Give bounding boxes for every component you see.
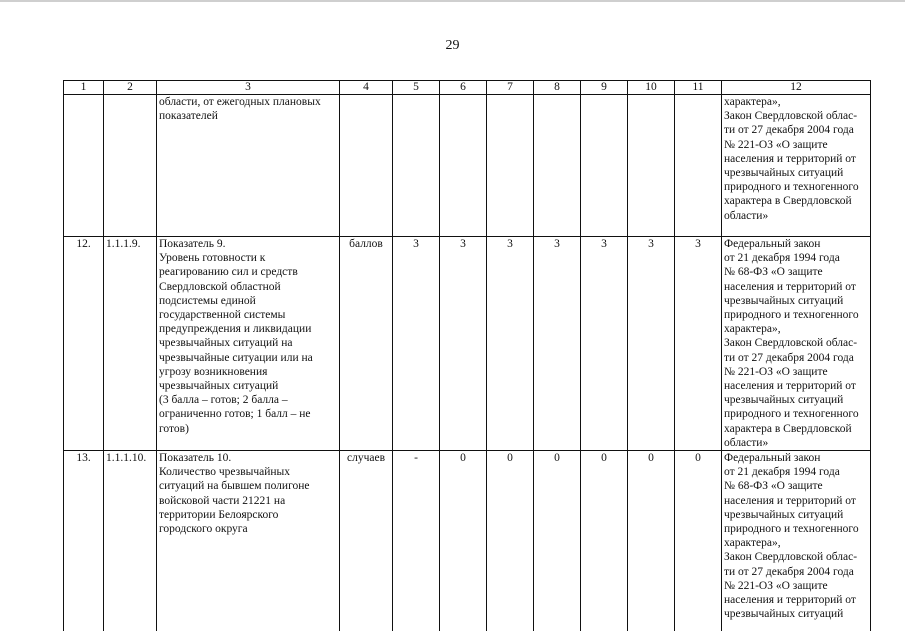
column-header: 11 [675,81,722,95]
value-cell: 3 [393,237,440,451]
value-cell: 3 [628,237,675,451]
value-cell [440,95,487,237]
indicator-code: 1.1.1.9. [104,237,157,451]
row-number [64,95,104,237]
column-header: 12 [722,81,871,95]
value-cell: 0 [675,451,722,631]
indicator-code [104,95,157,237]
value-cell [534,95,581,237]
table-row [64,95,871,237]
table-row [64,237,871,451]
column-header: 2 [104,81,157,95]
legal-basis: характера», Закон Свердловской облас- ти от 27 декабря 2004 года № 221-ОЗ «О защите населения и территорий от чрезвычайных ситуаций природного и техногенного характера в Свердловской области» [722,95,871,237]
value-cell: 3 [675,237,722,451]
legal-basis: Федеральный закон от 21 декабря 1994 года № 68-ФЗ «О защите населения и территорий от чрезвычайных ситуаций природного и техногенного характера», Закон Свердловской облас- ти от 27 декабря 2004 года № 221-ОЗ «О защите населения и территорий от чрезвычайных ситуаций [722,451,871,631]
value-cell [581,95,628,237]
column-header: 7 [487,81,534,95]
value-cell: 3 [534,237,581,451]
value-cell [393,95,440,237]
value-cell: 0 [628,451,675,631]
indicator-text: области, от ежегодных плановых показателей [157,95,340,237]
value-cell: 3 [581,237,628,451]
column-header: 4 [340,81,393,95]
indicators-table [63,80,871,631]
page-number: 29 [445,38,460,53]
value-cell: 0 [440,451,487,631]
unit-cell [340,95,393,237]
column-header: 3 [157,81,340,95]
indicator-text: Показатель 10. Количество чрезвычайных ситуаций на бывшем полигоне войсковой части 21221 на территории Белоярского городского округа [157,451,340,631]
column-header: 10 [628,81,675,95]
column-header: 6 [440,81,487,95]
value-cell: 3 [440,237,487,451]
value-cell [487,95,534,237]
value-cell: 0 [487,451,534,631]
value-cell: 0 [534,451,581,631]
column-header: 8 [534,81,581,95]
row-number: 13. [64,451,104,631]
column-number-row [64,81,871,95]
legal-basis: Федеральный закон от 21 декабря 1994 года № 68-ФЗ «О защите населения и территорий от чрезвычайных ситуаций природного и техногенного характера», Закон Свердловской облас- ти от 27 декабря 2004 года № 221-ОЗ «О защите населения и территорий от чрезвычайных ситуаций природного и техногенного характера в Свердловской области» [722,237,871,451]
value-cell [628,95,675,237]
unit-cell: баллов [340,237,393,451]
column-header: 5 [393,81,440,95]
unit-cell: случаев [340,451,393,631]
indicator-text: Показатель 9. Уровень готовности к реагированию сил и средств Свердловской областной подсистемы единой государственной системы предупреждения и ликвидации чрезвычайных ситуаций на чрезвычайные ситуации или на угрозу возникновения чрезвычайных ситуаций (3 балла – готов; 2 балла – ограниченно готов; 1 балл – не готов) [157,237,340,451]
value-cell: 0 [581,451,628,631]
row-number: 12. [64,237,104,451]
column-header: 1 [64,81,104,95]
column-header: 9 [581,81,628,95]
indicator-code: 1.1.1.10. [104,451,157,631]
value-cell: 3 [487,237,534,451]
table-row [64,451,871,631]
value-cell [675,95,722,237]
value-cell: - [393,451,440,631]
page-top-rule [0,0,905,2]
